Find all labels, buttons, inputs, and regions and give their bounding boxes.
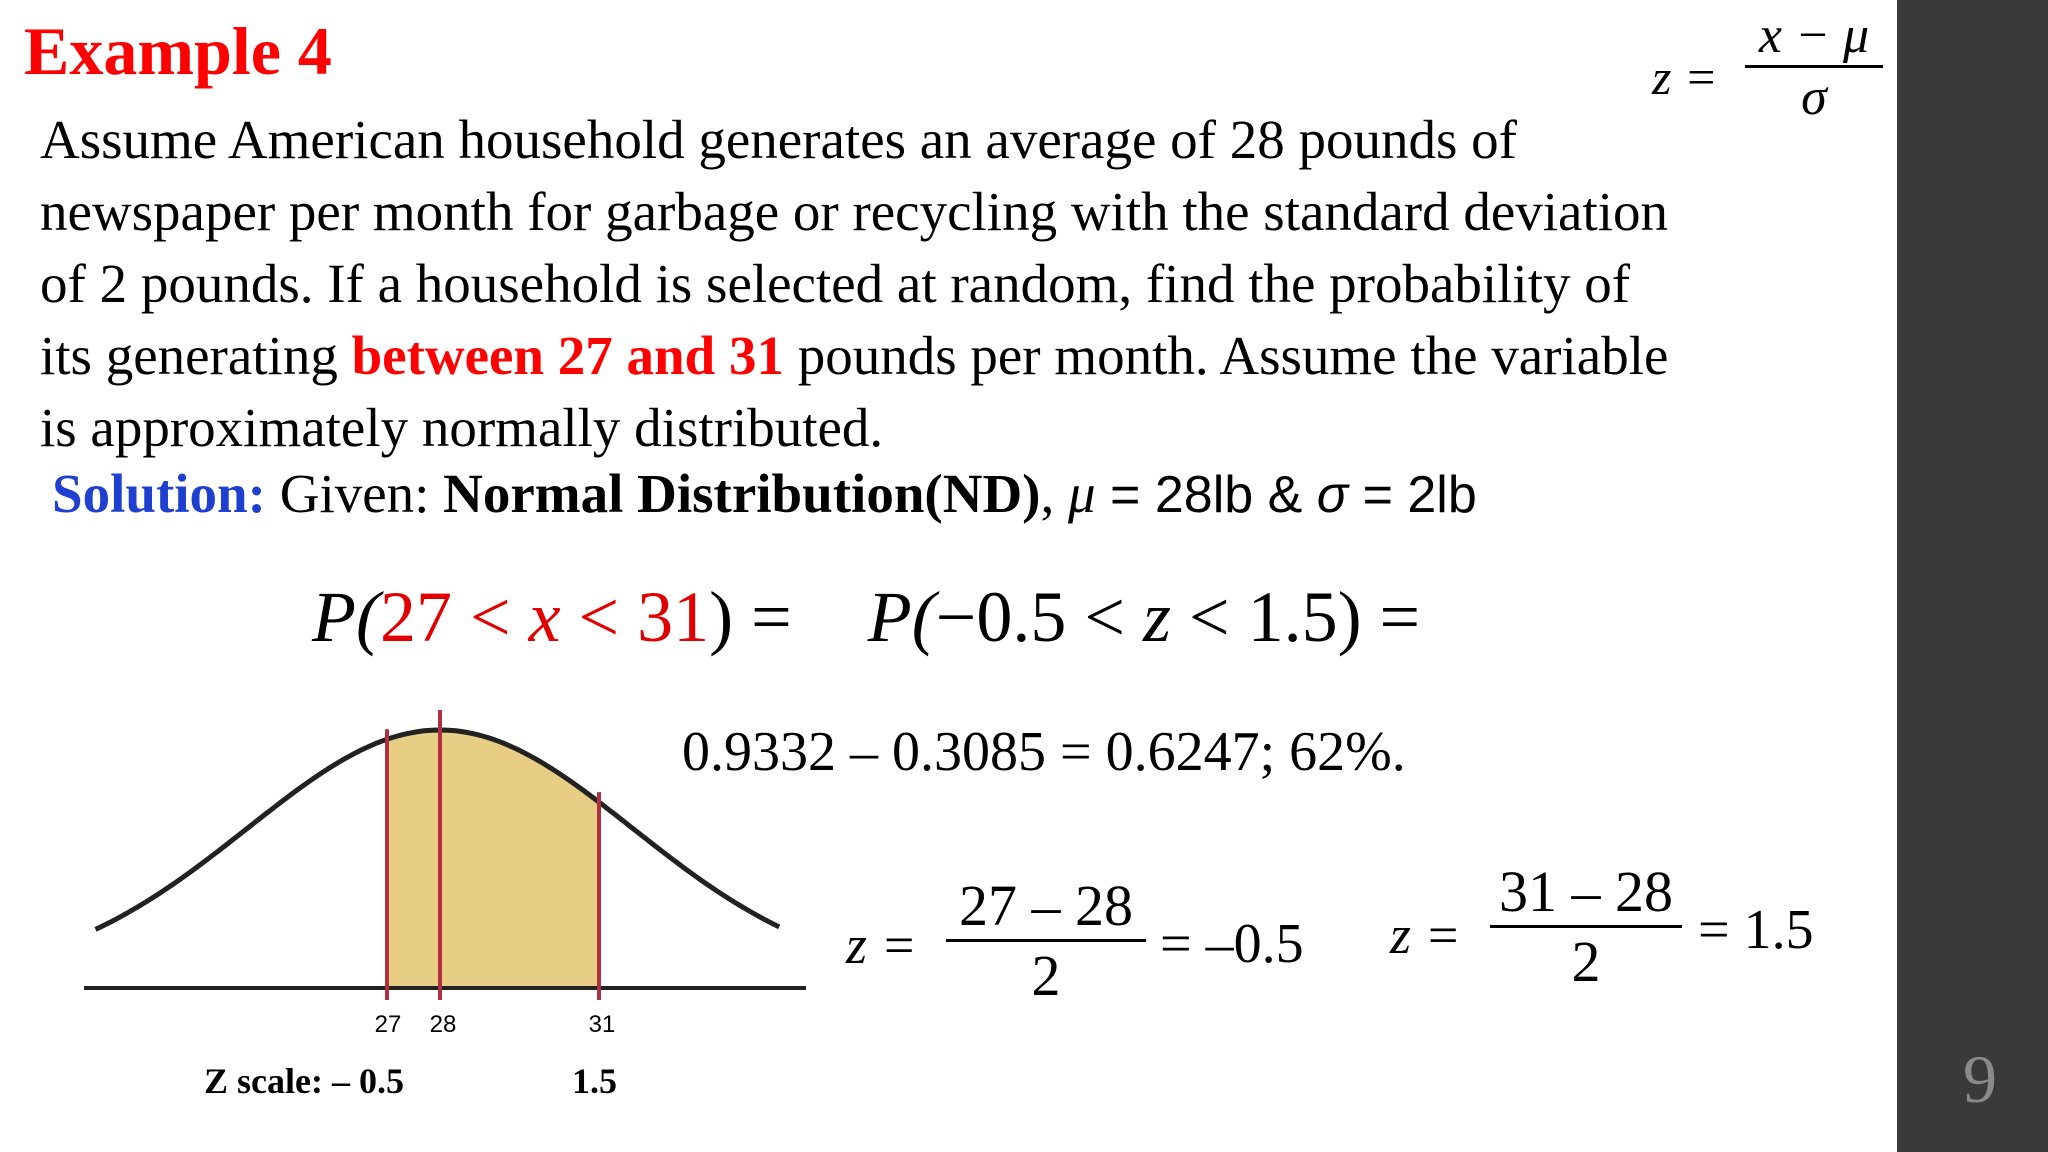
prob-x: x (528, 577, 561, 657)
problem-text (40, 104, 1880, 464)
prob-upper: 31 (637, 577, 710, 657)
prob-lt2: < (560, 577, 638, 657)
sigma-value: = 2lb (1348, 466, 1477, 524)
mu-symbol: μ (1068, 463, 1096, 524)
z-calc2-lhs: z = (1390, 905, 1461, 965)
problem-line-5: is approximately normally distributed. (40, 397, 884, 458)
tick-label-31: 31 (588, 1011, 616, 1038)
sigma-symbol: σ (1316, 466, 1349, 524)
z-calc1-result: = –0.5 (1160, 913, 1304, 975)
solution-label: Solution: (52, 463, 266, 524)
slide-sidebar (1897, 0, 2048, 1152)
result-text: 0.9332 – 0.3085 = 0.6247; 62%. (682, 721, 1406, 783)
prob-p2: P( (867, 577, 936, 657)
page-number: 9 (1963, 1041, 1997, 1117)
z-calc2-result: = 1.5 (1698, 899, 1814, 961)
prob-lt4: < (1170, 577, 1248, 657)
prob-close1: ) = (709, 577, 792, 657)
z-calc1-fraction (946, 872, 1146, 1009)
probability-equation (312, 576, 1420, 659)
z-calc2-fraction (1490, 858, 1682, 995)
prob-z: z (1142, 577, 1171, 657)
z-calc1-denominator: 2 (1031, 943, 1061, 1008)
problem-highlight: between 27 and 31 (351, 325, 784, 386)
solution-given: Given: (265, 463, 444, 524)
problem-line-3: of 2 pounds. If a household is selected at random, find the probability of (40, 253, 1631, 314)
prob-lt3: < (1066, 577, 1143, 657)
z-calc2-denominator: 2 (1571, 929, 1601, 994)
z-calc1-lhs: z = (846, 915, 917, 975)
z-scale-label: Z scale: – 0.5 (204, 1061, 404, 1101)
solution-line (52, 462, 1477, 525)
z-calc2-numerator: 31 – 28 (1499, 859, 1673, 924)
z-scale-high: 1.5 (572, 1061, 617, 1101)
prob-lower: 27 (379, 577, 452, 657)
z-calc1-numerator: 27 – 28 (959, 873, 1133, 938)
problem-line-1: Assume American household generates an average of 28 pounds of (40, 109, 1517, 170)
slide-title: Example 4 (24, 13, 332, 89)
z-formula-numerator: x − μ (1758, 7, 1870, 64)
z-formula-lhs: z = (1652, 49, 1718, 105)
tick-label-28: 28 (429, 1011, 457, 1038)
tick-label-27: 27 (374, 1011, 402, 1038)
problem-line-2: newspaper per month for garbage or recycling with the standard deviation (40, 181, 1669, 242)
solution-distribution: Normal Distribution(ND) (443, 463, 1041, 524)
z-formula-denominator: σ (1801, 69, 1827, 126)
prob-z-upper: 1.5 (1247, 577, 1338, 657)
solution-comma: , (1040, 463, 1068, 524)
mu-value: = 28lb & (1095, 466, 1317, 524)
prob-z-lower: −0.5 (935, 577, 1067, 657)
prob-lt1: < (451, 577, 529, 657)
prob-close2: ) = (1337, 577, 1421, 657)
shaded-area (387, 730, 599, 988)
problem-line-4-pre: its generating (40, 325, 352, 386)
normal-curve-figure (70, 690, 830, 1120)
problem-line-4-post: pounds per month. Assume the variable (783, 325, 1669, 386)
prob-p1: P( (312, 577, 380, 657)
